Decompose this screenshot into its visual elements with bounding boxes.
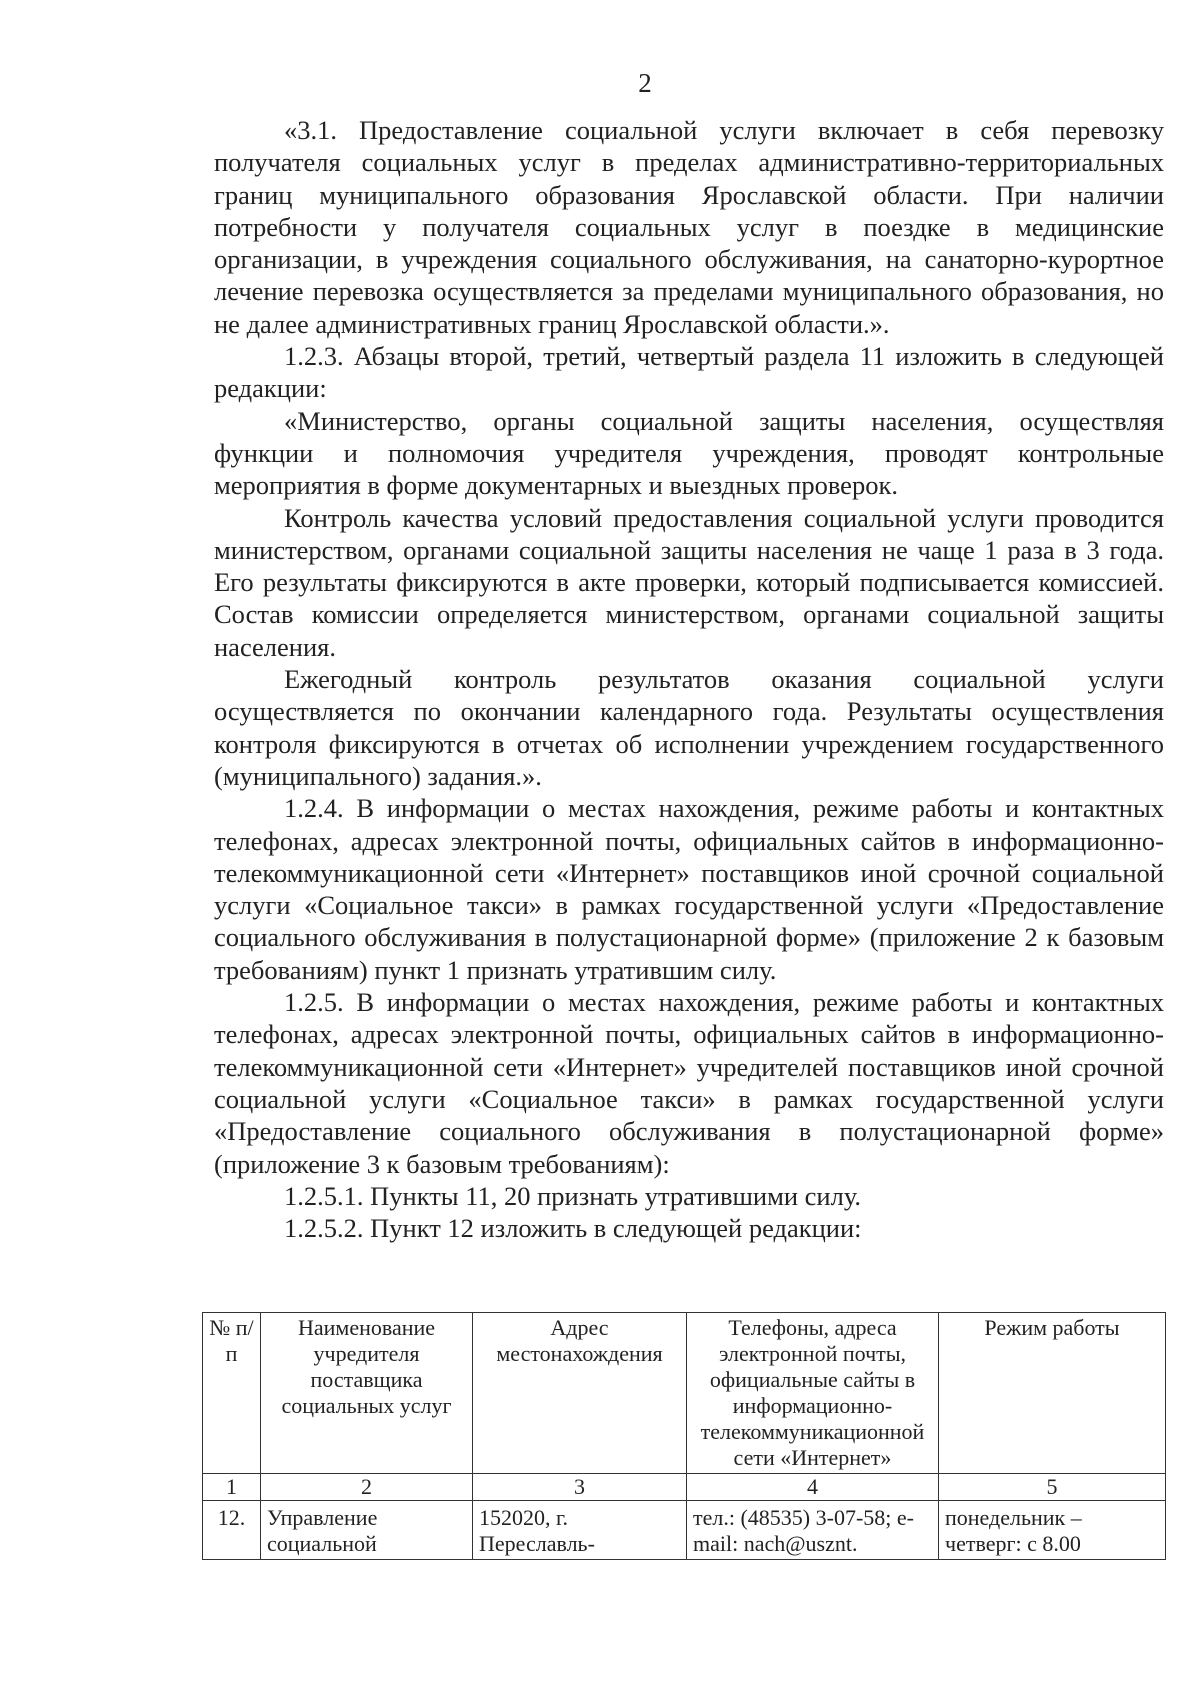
paragraph-1-2-5-1: 1.2.5.1. Пункты 11, 20 признать утратившими силу.: [284, 1180, 862, 1211]
table-header-row: [203, 1313, 1166, 1474]
row-hours-cell: понедельник – четверг: с 8.00: [939, 1501, 1166, 1560]
paragraph-ministry-control: «Министерство, органы социальной защиты населения, осуществляя функции и полномочия учредителя учреждения, проводят контрольные мероприятия в форме документарных и выездных проверок.: [214, 405, 1164, 501]
column-number: 5: [939, 1474, 1166, 1501]
paragraph-annual-control: Ежегодный контроль результатов оказания социальной услуги осуществляется по окончании календарного года. Результаты осуществления контроля фиксируются в отчетах об исполнении учреждением государственного (муниципального) задания.».: [214, 664, 1164, 791]
document-body: [214, 114, 1164, 1244]
column-number: 2: [261, 1474, 473, 1501]
paragraph-1-2-4: 1.2.4. В информации о местах нахождения, режиме работы и контактных телефонах, адресах электронной почты, официальных сайтов в информационно-телекоммуникационной сети «Интернет» поставщиков иной срочной социальной услуги «Социальное такси» в рамках государственной услуги «Предоставление социального обслуживания в полустационарной форме» (приложение 2 к базовым требованиям) пункт 1 признать утратившим силу.: [214, 793, 1164, 985]
header-cell-contacts: Телефоны, адреса электронной почты, официальные сайты в информационно-телекоммуникационной сети «Интернет»: [687, 1313, 939, 1474]
page-number: 2: [638, 68, 652, 98]
table-column-numbers-row: [203, 1474, 1166, 1501]
paragraph-1-2-5: 1.2.5. В информации о местах нахождения, режиме работы и контактных телефонах, адресах электронной почты, официальных сайтов в информационно-телекоммуникационной сети «Интернет» учредителей поставщиков иной срочной социальной услуги «Социальное такси» в рамках государственной услуги «Предоставление социального обслуживания в полустационарной форме» (приложение 3 к базовым требованиям):: [214, 987, 1164, 1179]
row-name-cell: Управление социальной: [261, 1501, 473, 1560]
paragraph-1-2-5-2: 1.2.5.2. Пункт 12 изложить в следующей редакции:: [284, 1213, 862, 1244]
header-cell-address: Адрес местонахождения: [473, 1313, 687, 1474]
header-cell-name: Наименование учредителя поставщика социальных услуг: [261, 1313, 473, 1474]
header-cell-hours: Режим работы: [939, 1313, 1166, 1474]
row-num-cell: 12.: [203, 1501, 261, 1560]
paragraph-1-2-3: 1.2.3. Абзацы второй, третий, четвертый раздела 11 изложить в следующей редакции:: [214, 341, 1164, 404]
column-number: 4: [687, 1474, 939, 1501]
table-row: [203, 1501, 1166, 1560]
row-contacts-cell: тел.: (48535) 3-07-58; e-mail: nach@usznt.: [687, 1501, 939, 1560]
paragraph-quality-control: Контроль качества условий предоставления социальной услуги проводится министерством, органами социальной защиты населения не чаще 1 раза в 3 года. Его результаты фиксируются в акте проверки, который подписывается комиссией. Состав комиссии определяется министерством, органами социальной защиты населения.: [214, 502, 1164, 662]
column-number: 1: [203, 1474, 261, 1501]
row-address-cell: 152020, г. Переславль-: [473, 1501, 687, 1560]
providers-table: [202, 1312, 1166, 1560]
header-cell-num: № п/п: [203, 1313, 261, 1474]
paragraph-3-1: «3.1. Предоставление социальной услуги включает в себя перевозку получателя социальных услуг в пределах административно-территориальных границ муниципального образования Ярославской области. При наличии потребности у получателя социальных услуг в поездке в медицинские организации, в учреждения социального обслуживания, на санаторно-курортное лечение перевозка осуществляется за пределами муниципального образования, но не далее административных границ Ярославской области.».: [214, 115, 1164, 339]
column-number: 3: [473, 1474, 687, 1501]
